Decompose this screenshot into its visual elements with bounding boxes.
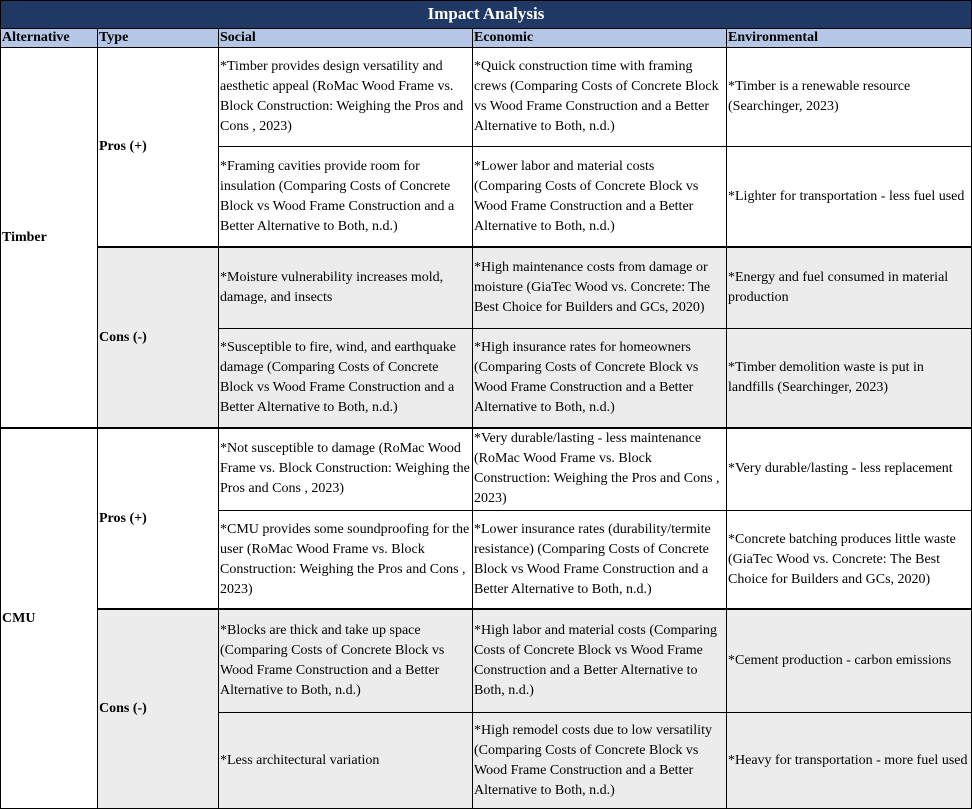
economic-cell: *Lower labor and material costs (Comparing Costs of Concrete Block vs Wood Frame Construction and a Better Alternative to Both, n.d.)	[472, 146, 726, 247]
social-cell: *Susceptible to fire, wind, and earthquake damage (Comparing Costs of Concrete Block vs Wood Frame Construction and a Better Alternative to Both, n.d.)	[218, 328, 472, 428]
alternative-label: Timber	[2, 229, 47, 245]
row-divider	[97, 246, 972, 248]
economic-cell: *High labor and material costs (Comparing Costs of Concrete Block vs Wood Frame Construction and a Better Alternative to Both, n.d.)	[472, 609, 726, 712]
economic-cell: *High maintenance costs from damage or moisture (GiaTec Wood vs. Concrete: The Best Choice for Builders and GCs, 2020)	[472, 247, 726, 328]
environmental-cell: *Very durable/lasting - less replacement	[726, 428, 972, 510]
social-cell: *Less architectural variation	[218, 712, 472, 809]
row-divider	[97, 608, 972, 610]
type-label: Pros (+)	[97, 428, 218, 609]
environmental-cell: *Cement production - carbon emissions	[726, 609, 972, 712]
row-divider	[0, 427, 972, 429]
table-title: Impact Analysis	[0, 0, 972, 28]
header-type: Type	[97, 28, 218, 47]
type-label: Cons (-)	[97, 609, 218, 809]
social-cell: *Framing cavities provide room for insulation (Comparing Costs of Concrete Block vs Wood Frame Construction and a Better Alternative to Both, n.d.)	[218, 146, 472, 247]
row-divider	[0, 47, 972, 48]
row-divider	[218, 510, 972, 511]
row-divider	[0, 0, 972, 1]
row-divider	[0, 28, 972, 29]
environmental-cell: *Timber is a renewable resource (Searchinger, 2023)	[726, 47, 972, 146]
economic-cell: *Quick construction time with framing crews (Comparing Costs of Concrete Block vs Wood Frame Construction and a Better Alternative to Both, n.d.)	[472, 47, 726, 146]
type-label: Pros (+)	[97, 47, 218, 247]
environmental-cell: *Energy and fuel consumed in material production	[726, 247, 972, 328]
economic-cell: *Lower insurance rates (durability/termite resistance) (Comparing Costs of Concrete Block vs Wood Frame Construction and a Better Alternative to Both, n.d.)	[472, 510, 726, 609]
row-divider	[218, 328, 972, 329]
social-cell: *Moisture vulnerability increases mold, damage, and insects	[218, 247, 472, 328]
row-divider	[218, 712, 972, 713]
economic-cell: *High remodel costs due to low versatility (Comparing Costs of Concrete Block vs Wood Frame Construction and a Better Alternative to Both, n.d.)	[472, 712, 726, 809]
social-cell: *Timber provides design versatility and aesthetic appeal (RoMac Wood Frame vs. Block Construction: Weighing the Pros and Cons , 2023)	[218, 47, 472, 146]
economic-cell: *High insurance rates for homeowners (Comparing Costs of Concrete Block vs Wood Frame Construction and a Better Alternative to Both, n.d.)	[472, 328, 726, 428]
row-divider	[218, 146, 972, 147]
environmental-cell: *Concrete batching produces little waste (GiaTec Wood vs. Concrete: The Best Choice for Builders and GCs, 2020)	[726, 510, 972, 609]
economic-cell: *Very durable/lasting - less maintenance (RoMac Wood Frame vs. Block Construction: Weighing the Pros and Cons , 2023)	[472, 428, 726, 510]
header-alternative: Alternative	[0, 28, 97, 47]
header-economic: Economic	[472, 28, 726, 47]
social-cell: *Not susceptible to damage (RoMac Wood Frame vs. Block Construction: Weighing the Pros and Cons , 2023)	[218, 428, 472, 510]
header-environmental: Environmental	[726, 28, 972, 47]
environmental-cell: *Timber demolition waste is put in landfills (Searchinger, 2023)	[726, 328, 972, 428]
social-cell: *CMU provides some soundproofing for the user (RoMac Wood Frame vs. Block Construction: Weighing the Pros and Cons , 2023)	[218, 510, 472, 609]
column-divider	[0, 0, 1, 809]
header-social: Social	[218, 28, 472, 47]
social-cell: *Blocks are thick and take up space (Comparing Costs of Concrete Block vs Wood Frame Construction and a Better Alternative to Both, n.d.)	[218, 609, 472, 712]
column-divider	[97, 28, 98, 809]
type-label: Cons (-)	[97, 247, 218, 428]
environmental-cell: *Lighter for transportation - less fuel used	[726, 146, 972, 247]
alternative-label: CMU	[2, 610, 36, 626]
environmental-cell: *Heavy for transportation - more fuel used	[726, 712, 972, 809]
